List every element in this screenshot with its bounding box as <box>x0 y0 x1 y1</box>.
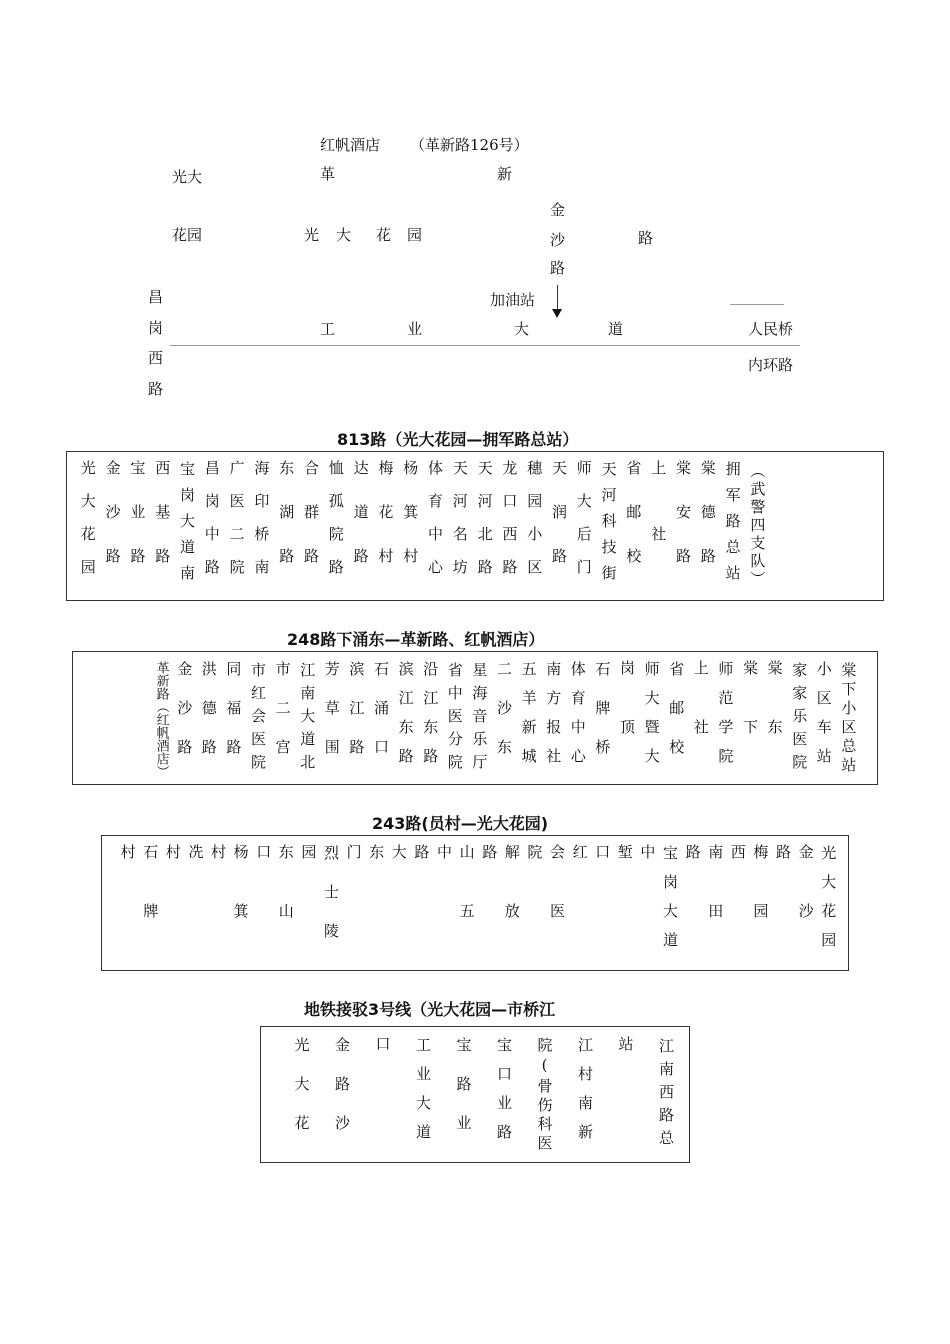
stop-name: 恤孤院路 <box>326 460 345 592</box>
stop-name: 革新路（红帆酒店） <box>153 660 169 778</box>
stop-name: （武警四支队） <box>748 463 767 589</box>
stop-name: 南方报社 <box>544 661 563 777</box>
stop-name: 宝岗大道 <box>660 845 679 961</box>
stop-name: 杨箕 <box>231 844 250 962</box>
map-label: 光大 <box>172 168 203 186</box>
map-label: 岗 <box>148 319 164 337</box>
stop-name: 大 <box>389 844 408 962</box>
stop-name: 宝岗大道南 <box>177 461 196 591</box>
stop-name: 东 <box>367 844 386 962</box>
map-label: 大 <box>514 320 530 338</box>
stop-name: 天润路 <box>549 460 568 592</box>
stop-name: 金沙路 <box>175 660 194 778</box>
stop-name: 西基路 <box>153 460 172 592</box>
stop-name: 五羊新城 <box>519 661 538 777</box>
stop-name: 门 <box>344 844 363 962</box>
map-label: 道 <box>608 320 624 338</box>
route-243-title: 243路(员村—光大花园) <box>372 814 549 833</box>
stop-name: 上社 <box>649 460 668 592</box>
map-label: 新 <box>497 165 513 183</box>
stop-name: 合群路 <box>301 460 320 592</box>
stop-name: 光大花园 <box>78 460 97 592</box>
stop-name: 路 <box>412 844 431 962</box>
map-label: 路 <box>638 229 654 247</box>
stop-name: 滨江路 <box>347 660 366 778</box>
stop-name: 昌岗中路 <box>202 460 221 592</box>
stop-name: 路 <box>480 844 499 962</box>
map-label: 西 <box>148 349 164 367</box>
stop-name: 棠下小区总站 <box>839 662 858 776</box>
map-label: 人民桥 <box>748 320 794 338</box>
stop-name: 山五 <box>457 844 476 962</box>
stop-name: 村 <box>118 844 137 962</box>
stop-name: 穗园小区 <box>525 460 544 592</box>
stop-name: 东湖路 <box>277 460 296 592</box>
map-label: 红帆酒店 <box>320 136 381 154</box>
stop-name: 海印桥南 <box>252 460 271 592</box>
map-label: 金 <box>550 201 566 219</box>
route-248-title: 248路下涌东—革新路、红帆酒店） <box>287 630 545 649</box>
stop-name: 市红会医院 <box>248 661 267 777</box>
stop-name: 路 <box>773 844 792 962</box>
map-label: 革 <box>320 165 336 183</box>
stop-name: 红 <box>570 844 589 962</box>
stop-name: 天河科技街 <box>599 461 618 591</box>
stop-name: 金沙 <box>796 844 815 962</box>
stop-name: 光大花园 <box>819 845 838 961</box>
route-813-title: 813路（光大花园—拥军路总站） <box>337 430 579 449</box>
stop-name: 宝口业路 <box>495 1037 513 1153</box>
stop-name: 院 <box>525 844 544 962</box>
stop-name: 体育中心 <box>568 661 587 777</box>
road-line <box>170 345 800 346</box>
stop-name: 东山 <box>276 844 295 962</box>
stop-name: 中 <box>434 844 453 962</box>
stop-name: 二沙东 <box>494 660 513 778</box>
map-label: （革新路126号） <box>410 136 529 154</box>
map-label: 业 <box>407 320 423 338</box>
stop-name: 口 <box>373 1036 392 1154</box>
map-label: 花园 <box>172 226 203 244</box>
stop-name: 同福路 <box>224 660 243 778</box>
stop-name: 家家乐医院 <box>790 661 809 777</box>
stop-name: 院(骨伤科医 <box>535 1036 554 1154</box>
stop-name: 师大暨大 <box>642 661 661 777</box>
map-label: 园 <box>407 226 423 244</box>
stop-name: 会医 <box>547 844 566 962</box>
stop-name: 岗顶 <box>617 660 636 778</box>
map-label: 工 <box>320 320 336 338</box>
stop-name: 小区车站 <box>814 661 833 777</box>
stop-name: 棠安路 <box>673 460 692 592</box>
stop-name: 师范学院 <box>716 661 735 777</box>
road-line <box>730 304 784 305</box>
map-label: 内环路 <box>748 356 794 374</box>
stop-name: 天河北路 <box>475 460 494 592</box>
stop-name: 拥军路总站 <box>723 461 742 591</box>
stop-name: 南田 <box>706 844 725 962</box>
stop-name: 中 <box>638 844 657 962</box>
stop-name: 石牌 <box>141 844 160 962</box>
stop-name: 西 <box>728 844 747 962</box>
metro-shuttle-title: 地铁接驳3号线（光大花园—市桥江 <box>304 1000 556 1019</box>
stop-name: 省邮校 <box>667 660 686 778</box>
map-label: 昌 <box>148 288 164 306</box>
stop-name: 沿江东路 <box>421 661 440 777</box>
stop-name: 石牌桥 <box>593 660 612 778</box>
stop-name: 园 <box>299 844 318 962</box>
stop-name: 江南大道北 <box>298 661 317 777</box>
map-label: 加油站 <box>490 291 536 309</box>
arrow-head-icon <box>552 309 562 318</box>
stop-name: 石涌口 <box>371 660 390 778</box>
stop-name: 广医二院 <box>227 460 246 592</box>
stop-name: 星海音乐厅 <box>470 661 489 777</box>
stop-name: 棠德路 <box>698 460 717 592</box>
stop-name: 村 <box>163 844 182 962</box>
stop-name: 光大花 <box>292 1036 311 1154</box>
stop-name: 芳草围 <box>322 660 341 778</box>
stop-name: 路 <box>683 844 702 962</box>
stop-name: 师大后门 <box>574 460 593 592</box>
stop-name: 江南西路总 <box>657 1037 675 1153</box>
stop-name: 冼 <box>186 844 205 962</box>
stop-name: 市二宫 <box>273 660 292 778</box>
stop-name: 梅园 <box>751 844 770 962</box>
stop-name: 棠下 <box>740 660 759 778</box>
stop-name: 工业大道 <box>414 1037 432 1153</box>
stop-name: 天河名坊 <box>450 460 469 592</box>
map-label: 沙 <box>550 231 566 249</box>
stop-name: 省邮校 <box>624 460 643 592</box>
stop-name: 上社 <box>691 660 710 778</box>
stop-name: 烈士陵 <box>321 844 340 962</box>
stop-name: 达道路 <box>351 460 370 592</box>
stop-name: 省中医分院 <box>445 661 464 777</box>
stop-name: 宝路业 <box>454 1036 473 1154</box>
stop-name: 站 <box>616 1036 635 1154</box>
stop-name: 金沙路 <box>103 460 122 592</box>
arrow-down-icon <box>557 285 558 309</box>
map-label: 路 <box>148 380 164 398</box>
stop-name: 棠东 <box>765 660 784 778</box>
stop-name: 解放 <box>502 844 521 962</box>
stop-name: 江村南新 <box>576 1037 594 1153</box>
stop-name: 堑 <box>615 844 634 962</box>
stop-name: 龙口西路 <box>500 460 519 592</box>
stop-name: 滨江东路 <box>396 661 415 777</box>
map-label: 花 <box>376 226 392 244</box>
stop-name: 体育中心 <box>425 460 444 592</box>
map-label: 大 <box>336 226 352 244</box>
stop-name: 梅花村 <box>376 460 395 592</box>
map-label: 光 <box>304 226 320 244</box>
stop-name: 洪德路 <box>199 660 218 778</box>
stop-name: 金路沙 <box>333 1036 351 1154</box>
stop-name: 杨箕村 <box>401 460 420 592</box>
stop-name: 村 <box>208 844 227 962</box>
stop-name: 口 <box>593 844 612 962</box>
stop-name: 宝业路 <box>128 460 147 592</box>
stop-name: 口 <box>254 844 273 962</box>
map-label: 路 <box>550 259 566 277</box>
